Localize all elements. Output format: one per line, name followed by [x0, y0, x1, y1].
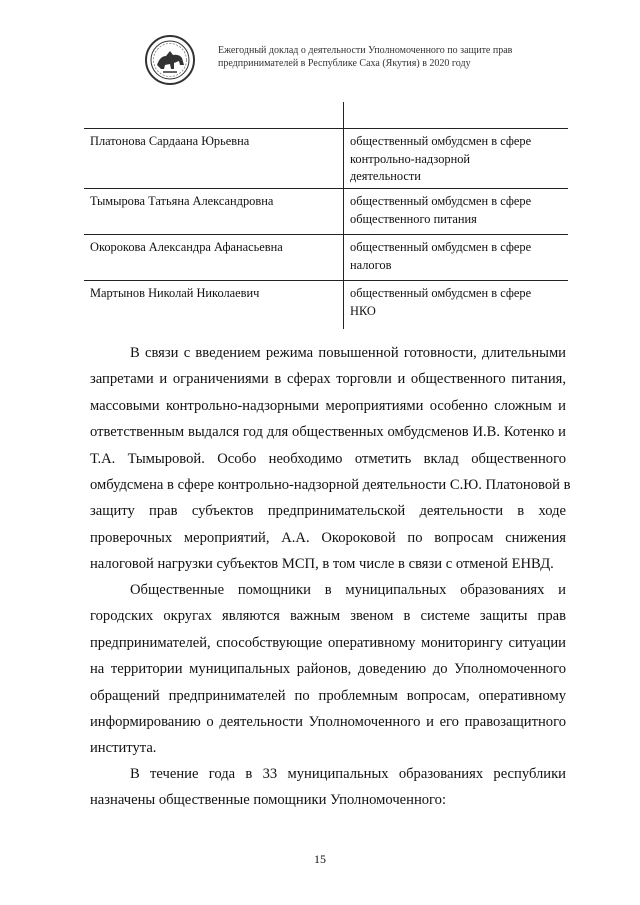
ombudsman-role	[343, 189, 570, 235]
role-line: общественный омбудсмен в сфере	[350, 134, 532, 148]
text-line: В течение года в 33 муниципальных образованиях республики	[130, 766, 566, 782]
table-row	[84, 188, 568, 235]
text-line: информированию о деятельности Уполномоченного и его правозащитного	[90, 714, 566, 731]
text-line: предпринимателей, способствующие оперативному мониторингу ситуации	[90, 634, 566, 651]
ombudsman-name: Мартынов Николай Николаевич	[90, 286, 260, 300]
table-row	[84, 280, 568, 329]
ombudsman-name: Окорокова Александра Афанасьевна	[90, 240, 283, 254]
table-row	[84, 234, 568, 281]
text-line: проверочных мероприятий, А.А. Окороковой по вопросам снижения	[90, 529, 566, 546]
text-line: назначены общественные помощники Уполномоченного:	[90, 792, 447, 809]
page-number: 15	[314, 852, 326, 866]
role-line: налогов	[350, 257, 392, 272]
role-line: общественный омбудсмен в сфере	[350, 240, 532, 254]
paragraph-restrictions	[90, 340, 571, 578]
report-title	[218, 44, 512, 70]
text-line: массовыми контрольно-надзорными мероприятиями особенно сложным и	[90, 397, 566, 414]
ombudsman-name: Тымырова Татьяна Александровна	[90, 194, 274, 208]
role-line: общественный омбудсмен в сфере	[350, 194, 532, 208]
table-column-divider-top	[343, 102, 344, 128]
role-line: контрольно-надзорной	[350, 151, 471, 166]
paragraph-assistants	[90, 577, 566, 762]
text-line: защиту прав субъектов предпринимательской деятельности в ходе	[90, 503, 566, 520]
paragraph-appointments	[90, 761, 566, 814]
role-line: деятельности	[350, 169, 421, 183]
text-line: омбудсмена в сфере контрольно-надзорной деятельности С.Ю. Платоновой в	[90, 477, 571, 494]
report-title-line1: Ежегодный доклад о деятельности Уполномоченного по защите прав	[218, 45, 513, 56]
text-line: обращений предпринимателей по проблемным вопросам, оперативному	[90, 687, 566, 704]
text-line: городских округах являются важным звеном в системе защиты прав	[90, 608, 566, 625]
text-line: ответственным выдался год для общественных омбудсменов И.В. Котенко и	[90, 424, 566, 441]
text-line: Общественные помощники в муниципальных образованиях и	[130, 582, 566, 598]
text-line: налоговой нагрузки субъектов МСП, в том числе в связи с отменой ЕНВД.	[90, 556, 554, 573]
coat-of-arms-icon	[144, 34, 196, 86]
text-line: Т.А. Тымыровой. Особо необходимо отметить вклад общественного	[90, 450, 566, 467]
text-line: института.	[90, 740, 157, 757]
ombudsman-role	[343, 129, 570, 189]
ombudsman-name: Платонова Сардаана Юрьевна	[90, 134, 250, 148]
ombudsman-role	[343, 235, 570, 281]
text-line: запретами и ограничениями в сферах торговли и общественного питания,	[90, 371, 566, 388]
page-header	[144, 34, 584, 86]
text-line: В связи с введением режима повышенной готовности, длительными	[130, 345, 566, 361]
role-line: общественный омбудсмен в сфере	[350, 286, 532, 300]
ombudsman-role	[343, 281, 570, 329]
report-title-line2: предпринимателей в Республике Саха (Якутия) в 2020 году	[218, 58, 471, 69]
role-line: НКО	[350, 303, 376, 318]
table-row	[84, 128, 568, 189]
role-line: общественного питания	[350, 211, 477, 226]
text-line: на территории муниципальных районов, доведению до Уполномоченного	[90, 661, 566, 678]
